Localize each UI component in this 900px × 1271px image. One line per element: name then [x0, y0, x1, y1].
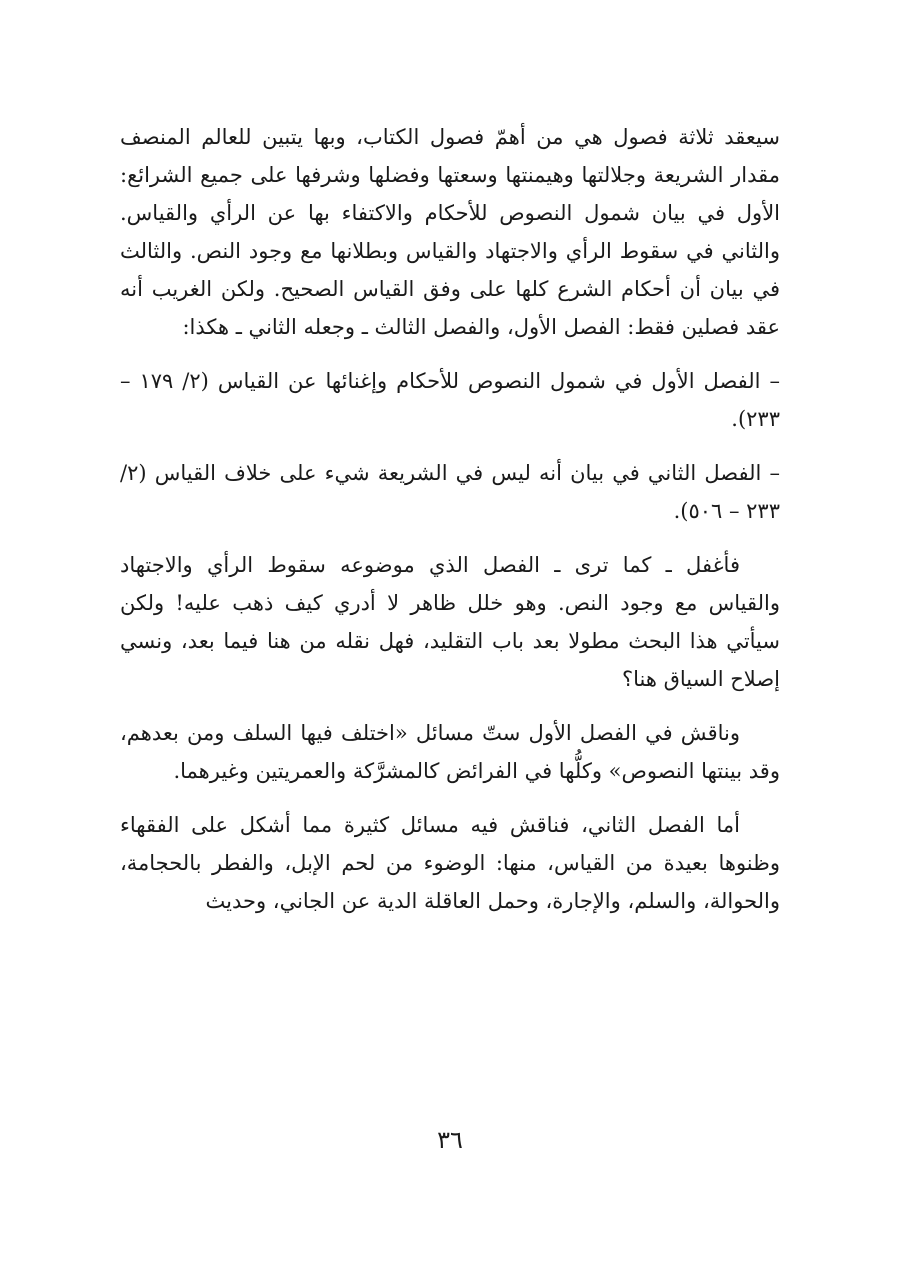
paragraph-omission: فأغفل ـ كما ترى ـ الفصل الذي موضوعه سقوط الرأي والاجتهاد والقياس مع وجود النص. وهو خلل ظاهر لا أدري كيف ذهب عليه! ولكن سيأتي هذا البحث مطولا بعد باب التقليد، فهل نقله من هنا فيما بعد، ونسي إصلاح السياق هنا؟ — [120, 553, 780, 691]
paragraph-second-chapter: أما الفصل الثاني، فناقش فيه مسائل كثيرة مما أشكل على الفقهاء وظنوها بعيدة من القياس، منها: الوضوء من لحم الإبل، والفطر بالحجامة، والحوالة، والسلم، والإجارة، وحمل العاقلة الدية عن الجاني، وحديث — [120, 813, 780, 913]
page-number: ٣٦ — [437, 1126, 463, 1154]
body-text — [120, 118, 780, 920]
paragraph-intro: سيعقد ثلاثة فصول هي من أهمّ فصول الكتاب، وبها يتبين للعالم المنصف مقدار الشريعة وجلالتها وهيمنتها وسعتها وفضلها وشرفها على جميع الشرائع: الأول في بيان شمول النصوص للأحكام والاكتفاء بها عن الرأي والقياس. والثاني في سقوط الرأي والاجتهاد والقياس وبطلانها مع وجود النص. والثالث في بيان أن أحكام الشرع كلها على وفق القياس الصحيح. ولكن الغريب أنه عقد فصلين فقط: الفصل الأول، والفصل الثالث ـ وجعله الثاني ـ هكذا: — [120, 125, 780, 339]
list-item-chapter-two: – الفصل الثاني في بيان أنه ليس في الشريعة شيء على خلاف القياس (٢/ ٢٣٣ – ٥٠٦). — [120, 461, 780, 523]
list-item-chapter-one: – الفصل الأول في شمول النصوص للأحكام وإغنائها عن القياس (٢/ ١٧٩ – ٢٣٣). — [120, 369, 780, 431]
paragraph-first-chapter: وناقش في الفصل الأول ستّ مسائل «اختلف فيها السلف ومن بعدهم، وقد بينتها النصوص» وكلُّها في الفرائض كالمشرَّكة والعمريتين وغيرهما. — [120, 721, 780, 783]
